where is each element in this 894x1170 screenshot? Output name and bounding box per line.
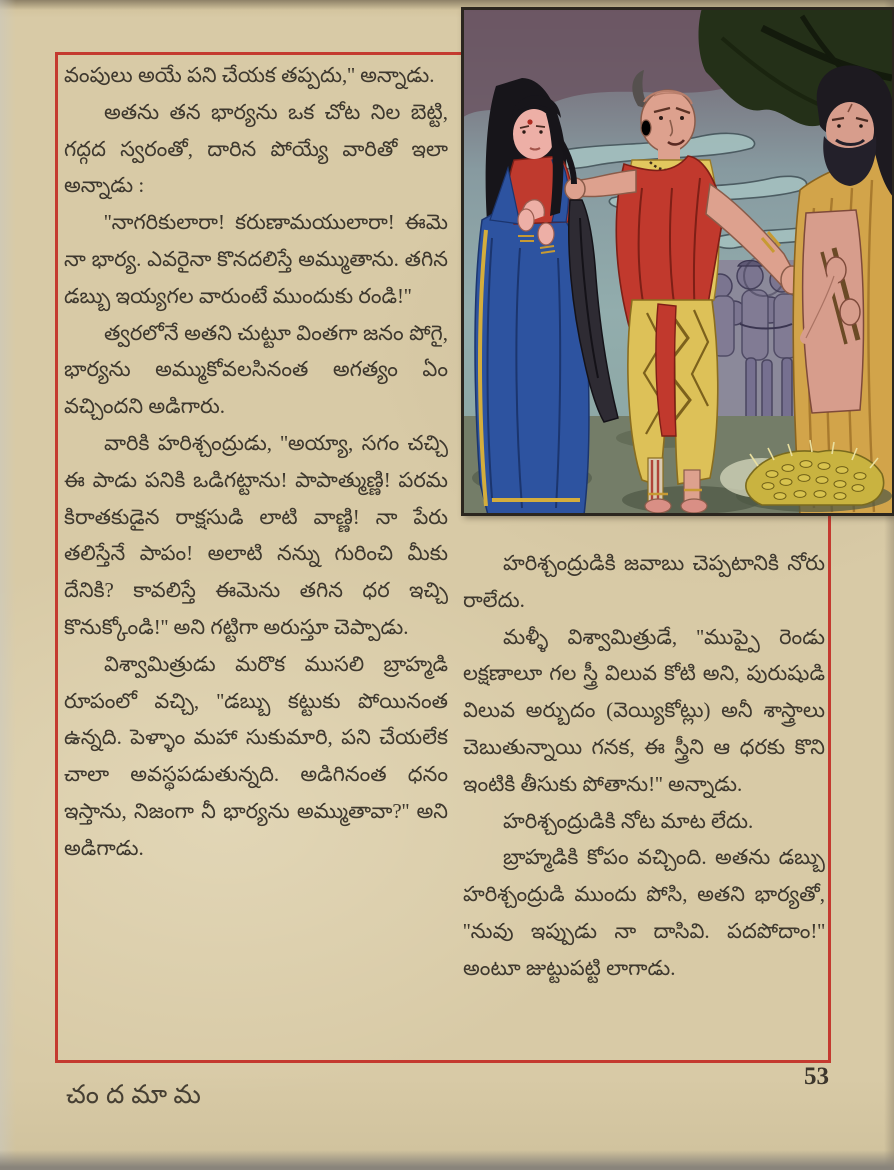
footer-magazine-name: చందమామ xyxy=(66,1080,208,1109)
paragraph: వారికి హరిశ్చంద్రుడు, ''అయ్యా, సగం చచ్చి ఈ పాడు పనికి ఒడిగట్టాను! పాపాత్ముణ్ణి! పరమ కిరాతకుడైన రాక్షసుడి లాటి వాణ్ణి! నా పేరు తలిస్తేనే పాపం! అలాటి నన్ను గురించి మీకు దేనికి? కావలిస్తే ఈమెను తగిన ధర ఇచ్చి కొనుక్కోండి!'' అని గట్టిగా అరుస్తూ చెప్పాడు. xyxy=(64,430,448,639)
story-illustration xyxy=(462,8,894,515)
paragraph: బ్రాహ్మడికి కోపం వచ్చింది. అతను డబ్బు హరిశ్చంద్రుడి ముందు పోసి, అతని భార్యతో, ''నువు ఇప్పుడు నా దాసివి. పదపోదాం!'' అంటూ జుట్టుపట్టి లాగాడు. xyxy=(463,845,825,980)
paragraph: విశ్వామిత్రుడు మరొక ముసలి బ్రాహ్మడి రూపంలో వచ్చి, ''డబ్బు కట్టుకు పోయినంత ఉన్నది. పెళ్ళాం మహా సుకుమారి, పని చేయలేక చాలా అవస్థపడుతున్నది. అడిగినంత ధనం ఇస్తాను, నిజంగా నీ భార్యను అమ్ముతావా?'' అని అడిగాడు. xyxy=(64,651,448,860)
paragraph: అతను తన భార్యను ఒక చోట నిల బెట్టి, గద్గద స్వరంతో, దారిన పోయ్యే వారితో ఇలా అన్నాడు : xyxy=(64,99,448,198)
footer-page-number: 53 xyxy=(804,1063,829,1090)
paragraph: మళ్ళీ విశ్వామిత్రుడే, ''ముప్పై రెండు లక్షణాలూ గల స్త్రీ విలువ కోటి అని, పురుషుడి విలువ అర్బుదం (వెయ్యికోట్లు) అనీ శాస్త్రాలు చెబుతున్నాయి గనక, ఈ స్త్రీని ఆ ధరకు కొని ఇంటికి తీసుకు పోతాను!'' అన్నాడు. xyxy=(463,624,825,796)
paragraph: ''నాగరికులారా! కరుణామయులారా! ఈమె నా భార్య. ఎవరైనా కొనదలిస్తే అమ్ముతాను. తగిన డబ్బు ఇయ్యగల వారుంటే ముందుకు రండి!'' xyxy=(64,210,448,308)
scan-edge-left xyxy=(0,0,16,1170)
paragraph: త్వరలోనే అతని చుట్టూ వింతగా జనం పోగై, భార్యను అమ్ముకోవలసినంత అగత్యం ఏం వచ్చిందని అడిగారు. xyxy=(64,320,448,419)
scan-edge-bottom xyxy=(0,1150,894,1170)
right-text-column xyxy=(463,545,825,1055)
paragraph: వంపులు అయే పని చేయక తప్పదు,'' అన్నాడు. xyxy=(64,63,435,87)
left-text-column xyxy=(64,57,448,1053)
paragraph: హరిశ్చంద్రుడికి నోట మాట లేదు. xyxy=(503,808,754,833)
paragraph: హరిశ్చంద్రుడికి జవాబు చెప్పటానికి నోరు రాలేదు. xyxy=(463,551,825,612)
